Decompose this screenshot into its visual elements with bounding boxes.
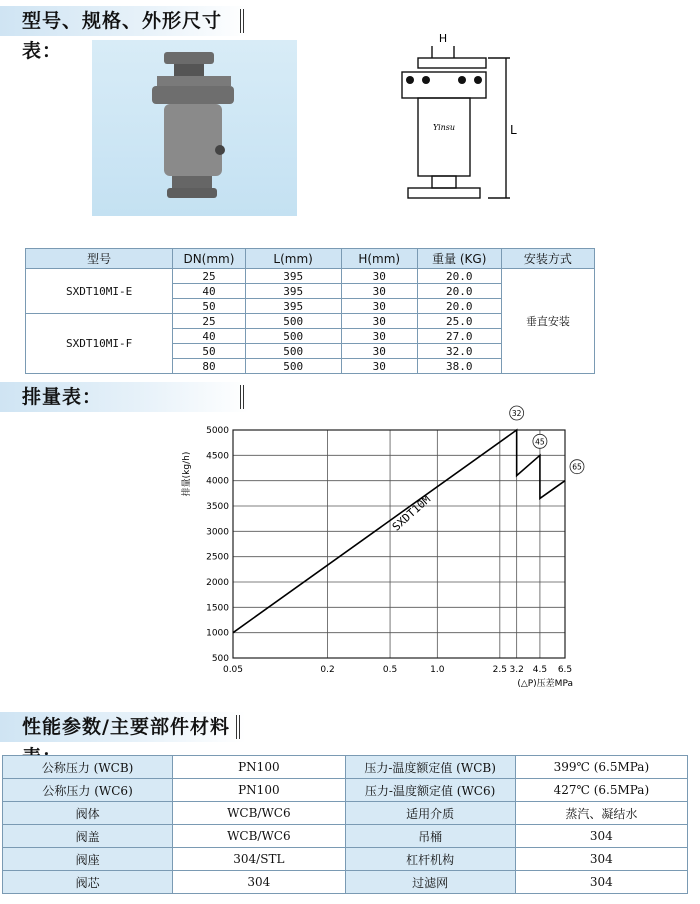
material-row [3,779,688,802]
spec-cell: 30 [341,314,417,329]
y-tick-label: 1000 [206,628,229,639]
x-tick-label: 6.5 [557,665,573,675]
material-value: 蒸汽、凝结水 [515,802,687,825]
x-tick-label: 3.2 [509,665,524,675]
spec-cell: 395 [245,299,341,314]
size-marker-label: 45 [535,437,545,447]
spec-header-cell: 重量 (KG) [417,249,501,269]
spec-cell: 20.0 [417,284,501,299]
model-cell: SXDT10MI-E [26,269,173,314]
spec-cell: 30 [341,344,417,359]
spec-cell: 25.0 [417,314,501,329]
h-dimension-label: H [438,32,448,45]
material-label: 压力-温度额定值 (WC6) [345,779,515,802]
y-tick-label: 3500 [206,502,229,512]
material-label: 阀体 [3,802,173,825]
spec-cell: 30 [341,269,417,284]
spec-cell: 20.0 [417,299,501,314]
x-tick-label: 0.2 [320,665,335,675]
model-cell: SXDT10MI-F [26,314,173,374]
spec-cell: 500 [245,314,341,329]
y-tick-label: 5000 [206,426,229,436]
section-title-spec: 型号、规格、外形尺寸表： [0,6,250,36]
material-row [3,871,688,894]
material-row [3,802,688,825]
material-value: 427℃ (6.5MPa) [515,779,687,802]
l-dimension-label: L [510,123,517,137]
y-axis-label: 排量(kg/h) [182,451,192,497]
y-tick-label: 1500 [206,603,229,614]
spec-header-cell: 安装方式 [501,249,594,269]
spec-cell: 30 [341,329,417,344]
spec-cell: 38.0 [417,359,501,374]
y-tick-label: 3000 [206,527,229,538]
spec-cell: 25 [173,314,246,329]
material-value: 399℃ (6.5MPa) [515,756,687,779]
drawing-logo: Yinsu [432,123,456,132]
material-row [3,825,688,848]
spec-cell: 30 [341,299,417,314]
x-tick-label: 2.5 [492,665,507,675]
material-value: 304/STL [173,848,345,871]
valve-photo-image [92,40,297,216]
size-marker-label: 65 [572,462,582,472]
material-label: 杠杆机构 [345,848,515,871]
y-tick-label: 4000 [206,476,229,487]
y-tick-label: 2000 [206,578,229,588]
y-tick-label: 2500 [206,552,229,563]
spec-cell: 25 [173,269,246,284]
series-label: SXDT10M [389,492,434,534]
section-title-materials: 性能参数/主要部件材料 [0,712,246,742]
material-label: 压力-温度额定值 (WCB) [345,756,515,779]
valve-outline-drawing [388,30,518,215]
spec-header-cell: L(mm) [245,249,341,269]
spec-cell: 80 [173,359,246,374]
x-tick-label: 0.05 [222,665,244,675]
spec-cell: 395 [245,269,341,284]
spec-cell: 50 [173,344,246,359]
spec-cell: 40 [173,329,246,344]
material-value: WCB/WC6 [173,825,345,848]
material-value: 304 [515,825,687,848]
dimension-drawing [388,30,518,215]
material-label: 过滤网 [345,871,515,894]
plot-frame [233,430,565,658]
spec-cell: 27.0 [417,329,501,344]
y-tick-label: 4500 [206,451,229,462]
material-value: 304 [173,871,345,894]
material-row [3,756,688,779]
spec-cell: 30 [341,359,417,374]
spec-cell: 50 [173,299,246,314]
spec-cell: 500 [245,344,341,359]
material-label: 公称压力 (WCB) [3,756,173,779]
size-marker-label: 32 [511,409,522,418]
spec-cell: 40 [173,284,246,299]
y-tick-label: 500 [211,654,229,664]
x-tick-label: 1.0 [430,665,445,675]
spec-cell: 32.0 [417,344,501,359]
material-value: WCB/WC6 [173,802,345,825]
material-label: 吊桶 [345,825,515,848]
section-title-capacity: 排量表： [0,382,250,412]
spec-cell: 500 [245,329,341,344]
material-label: 阀座 [3,848,173,871]
spec-cell: 395 [245,284,341,299]
material-value: 304 [515,848,687,871]
product-photo [92,40,297,216]
spec-cell: 500 [245,359,341,374]
spec-header-cell: DN(mm) [173,249,246,269]
material-value: PN100 [173,756,345,779]
material-label: 阀盖 [3,825,173,848]
material-value: 304 [515,871,687,894]
spec-cell: 20.0 [417,269,501,284]
material-row [3,848,688,871]
spec-header-cell: 型号 [26,249,173,269]
material-label: 公称压力 (WC6) [3,779,173,802]
material-label: 阀芯 [3,871,173,894]
spec-table [25,248,595,374]
material-value: PN100 [173,779,345,802]
spec-header-cell: H(mm) [341,249,417,269]
capacity-chart [175,402,595,702]
x-tick-label: 0.5 [382,665,398,675]
material-table [2,755,688,894]
spec-cell: 30 [341,284,417,299]
spec-row [26,269,595,284]
x-axis-label: (△P)压差MPa [517,679,573,689]
install-cell: 垂直安装 [501,269,594,374]
material-label: 适用介质 [345,802,515,825]
x-tick-label: 4.5 [532,665,548,675]
